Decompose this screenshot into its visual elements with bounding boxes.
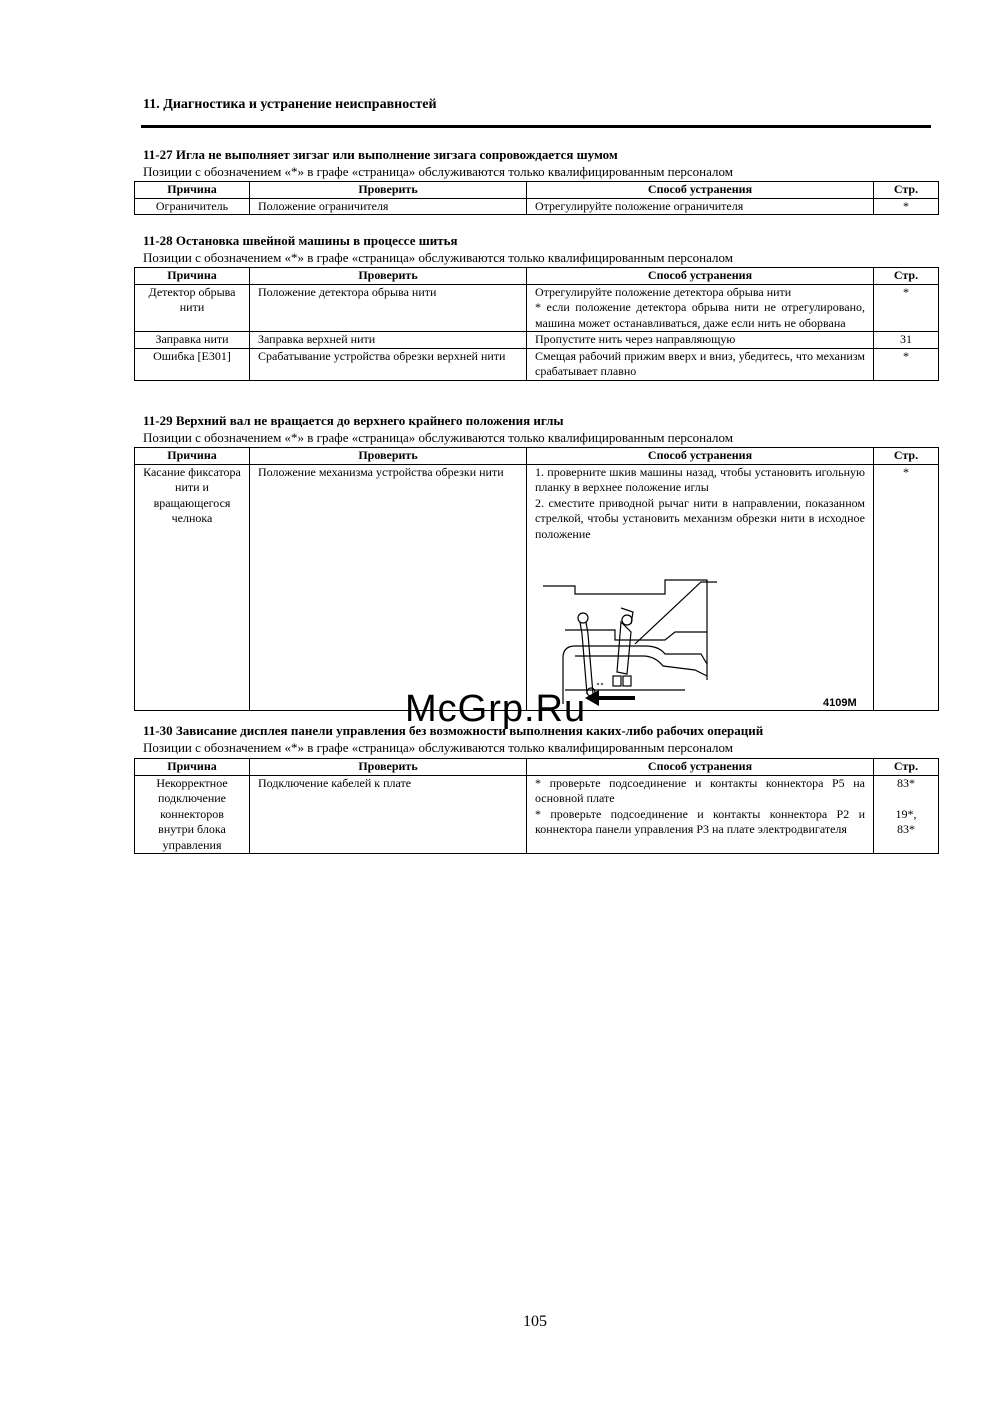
page-cell: [874, 775, 939, 854]
col-page-header: Стр.: [874, 759, 939, 776]
col-remedy-header: Способ устранения: [527, 268, 874, 285]
page-number: 105: [523, 1313, 547, 1330]
remedy-cell: [527, 464, 874, 711]
table-11-28: [134, 267, 939, 381]
check-cell: Заправка верхней нити: [250, 332, 527, 349]
cause-cell: Ограничитель: [135, 198, 250, 215]
table-row: [135, 198, 939, 215]
col-cause-header: Причина: [135, 759, 250, 776]
section-note-11-28: Позиции с обозначением «*» в графе «страница» обслуживаются только квалифицированным персоналом: [143, 250, 733, 265]
page-cell: 31: [874, 332, 939, 349]
table-header-row: [135, 759, 939, 776]
col-check-header: Проверить: [250, 268, 527, 285]
section-title-11-28: 11-28 Остановка швейной машины в процессе шитья: [143, 233, 458, 248]
section-note-11-29: Позиции с обозначением «*» в графе «страница» обслуживаются только квалифицированным персоналом: [143, 430, 733, 445]
table-11-27: [134, 181, 939, 215]
table-row: [135, 348, 939, 380]
table-row: [135, 284, 939, 332]
col-cause-header: Причина: [135, 268, 250, 285]
table-11-29: [134, 447, 939, 711]
check-cell: Подключение кабелей к плате: [250, 775, 527, 854]
col-remedy-header: Способ устранения: [527, 759, 874, 776]
remedy-line: Отрегулируйте положение детектора обрыва нити: [535, 284, 792, 299]
col-check-header: Проверить: [250, 759, 527, 776]
page-ref: 83*: [897, 822, 915, 836]
page-cell: *: [874, 348, 939, 380]
remedy-line: * если положение детектора обрыва нити не отрегулировано, машина может останавливаться, даже если нить не оборвана: [535, 300, 865, 330]
section-title-11-27: 11-27 Игла не выполняет зигзаг или выполнение зигзага сопровождается шумом: [143, 147, 618, 162]
figure-label: 4109M: [823, 697, 857, 709]
table-header-row: [135, 268, 939, 285]
remedy-cell: Смещая рабочий прижим вверх и вниз, убедитесь, что механизм срабатывает плавно: [527, 348, 874, 380]
check-cell: Положение механизма устройства обрезки нити: [250, 464, 527, 711]
col-cause-header: Причина: [135, 448, 250, 465]
table-header-row: [135, 182, 939, 199]
section-title-11-30: 11-30 Зависание дисплея панели управления без возможности выполнения каких-либо рабочих операций: [143, 723, 764, 738]
header-rule: [141, 125, 931, 128]
col-check-header: Проверить: [250, 448, 527, 465]
col-remedy-header: Способ устранения: [527, 448, 874, 465]
table-11-30: [134, 758, 939, 854]
remedy-cell: [527, 775, 874, 854]
col-cause-header: Причина: [135, 182, 250, 199]
col-page-header: Стр.: [874, 182, 939, 199]
watermark: McGrp.Ru: [405, 688, 587, 730]
col-page-header: Стр.: [874, 448, 939, 465]
col-remedy-header: Способ устранения: [527, 182, 874, 199]
section-title-11-29: 11-29 Верхний вал не вращается до верхнего крайнего положения иглы: [143, 413, 564, 428]
cause-cell: Ошибка [E301]: [135, 348, 250, 380]
page-cell: *: [874, 284, 939, 332]
table-header-row: [135, 448, 939, 465]
check-cell: Срабатывание устройства обрезки верхней нити: [250, 348, 527, 380]
remedy-cell: Отрегулируйте положение ограничителя: [527, 198, 874, 215]
cause-cell: Детектор обрыва нити: [135, 284, 250, 332]
remedy-line: 1. проверните шкив машины назад, чтобы установить игольную планку в верхнее положение иглы: [535, 464, 865, 494]
remedy-line: * проверьте подсоединение и контакты коннектора P5 на основной плате: [535, 775, 865, 805]
page-ref: 83*: [897, 775, 915, 790]
remedy-cell: Пропустите нить через направляющую: [527, 332, 874, 349]
table-row: [135, 464, 939, 711]
col-page-header: Стр.: [874, 268, 939, 285]
section-note-11-30: Позиции с обозначением «*» в графе «страница» обслуживаются только квалифицированным персоналом: [143, 740, 733, 755]
col-check-header: Проверить: [250, 182, 527, 199]
check-cell: Положение детектора обрыва нити: [250, 284, 527, 332]
page-cell: *: [874, 198, 939, 215]
page-ref: 19*,: [895, 806, 917, 821]
chapter-heading: 11. Диагностика и устранение неисправностей: [143, 97, 437, 112]
cause-cell: Заправка нити: [135, 332, 250, 349]
section-note-11-27: Позиции с обозначением «*» в графе «страница» обслуживаются только квалифицированным персоналом: [143, 164, 733, 179]
table-row: [135, 775, 939, 854]
table-row: [135, 332, 939, 349]
page-cell: *: [874, 464, 939, 711]
cause-cell: Касание фиксатора нити и вращающегося челнока: [135, 464, 250, 711]
remedy-cell: [527, 284, 874, 332]
remedy-line: 2. сместите приводной рычаг нити в направлении, показанном стрелкой, чтобы установить механизм обрезки нити в исходное положение: [535, 495, 865, 541]
remedy-line: * проверьте подсоединение и контакты коннектора P2 и коннектора панели управления P3 на плате электродвигателя: [535, 806, 865, 836]
check-cell: Положение ограничителя: [250, 198, 527, 215]
cause-cell: Некорректное подключение коннекторов внутри блока управления: [135, 775, 250, 854]
